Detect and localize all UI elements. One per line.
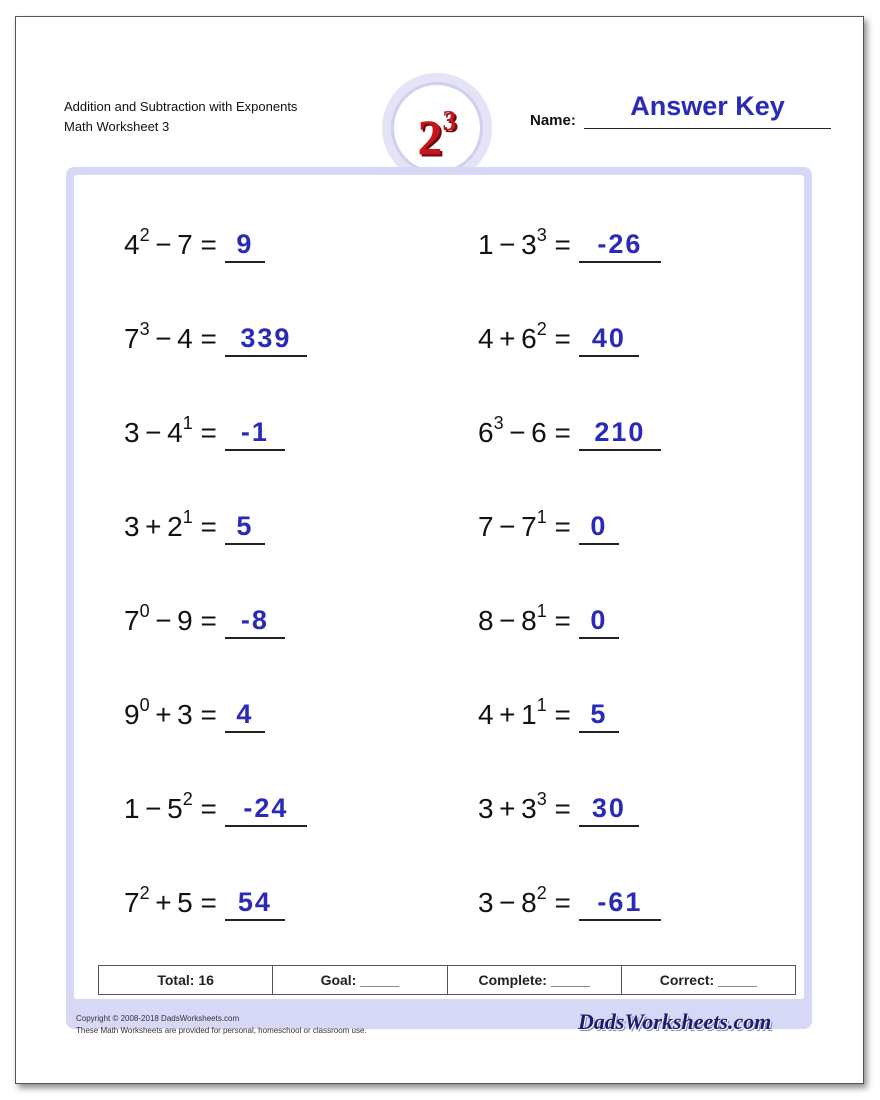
problems-panel — [66, 167, 812, 1035]
problem-expression: $6^3 - 6$ = — [478, 413, 571, 448]
problem-expression: $3 - 4^1$ = — [124, 413, 217, 448]
title-line-1: Addition and Subtraction with Exponents — [64, 99, 298, 114]
score-goal: Goal: _____ — [273, 966, 447, 994]
logo-exponent: 3 — [442, 106, 457, 137]
answer-blank: 40 — [579, 321, 639, 357]
problem-expression: $3 + 3^3$ = — [478, 789, 571, 824]
answer-blank: -8 — [225, 603, 285, 639]
problem-expression: $4 + 6^2$ = — [478, 319, 571, 354]
copyright-line-2: These Math Worksheets are provided for personal, homeschool or classroom use. — [76, 1026, 367, 1035]
score-correct: Correct: _____ — [659, 972, 758, 988]
answer-blank: 0 — [579, 603, 619, 639]
problem-expression: $7^0 - 9$ = — [124, 601, 217, 636]
worksheet-title — [64, 97, 297, 137]
logo-base: 2 — [417, 108, 443, 165]
answer-blank: -1 — [225, 415, 285, 451]
title-line-2: Math Worksheet 3 — [64, 119, 170, 134]
worksheet-page — [15, 16, 864, 1084]
problem-expression: $3 + 2^1$ = — [124, 507, 217, 542]
problem-expression: $7^2 + 5$ = — [124, 883, 217, 918]
problem-expression: $9^0 + 3$ = — [124, 695, 217, 730]
problem-expression: $8 - 8^1$ = — [478, 601, 571, 636]
answer-blank: -26 — [579, 227, 661, 263]
score-complete: Complete: _____ — [448, 966, 622, 994]
problem-expression: $4^2 - 7$ = — [124, 225, 217, 260]
logo-glyph — [394, 103, 480, 165]
answer-blank: -24 — [225, 791, 307, 827]
answer-blank: 0 — [579, 509, 619, 545]
problem-expression: $4 + 1^1$ = — [478, 695, 571, 730]
logo-circle — [391, 82, 483, 174]
name-line — [584, 128, 831, 129]
answer-blank: 4 — [225, 697, 265, 733]
copyright-notice — [76, 1013, 367, 1037]
score-table — [98, 965, 796, 995]
problem-expression: $3 - 8^2$ = — [478, 883, 571, 918]
answer-blank: 5 — [579, 697, 619, 733]
brand-logo: DadsWorksheets.com — [578, 1009, 772, 1034]
problems-area — [74, 175, 804, 999]
answer-key-text: Answer Key — [630, 91, 785, 121]
answer-blank: -61 — [579, 885, 661, 921]
answer-blank: 54 — [225, 885, 285, 921]
answer-blank: 339 — [225, 321, 307, 357]
name-label: Name: — [530, 112, 576, 129]
score-total: Total: 16 — [99, 966, 273, 994]
problem-expression: $7^3 - 4$ = — [124, 319, 217, 354]
problem-expression: $1 - 5^2$ = — [124, 789, 217, 824]
copyright-line-1: Copyright © 2008-2018 DadsWorksheets.com — [76, 1014, 240, 1023]
answer-blank: 30 — [579, 791, 639, 827]
problem-expression: $7 - 7^1$ = — [478, 507, 571, 542]
answer-blank: 9 — [225, 227, 265, 263]
answer-blank: 210 — [579, 415, 661, 451]
answer-blank: 5 — [225, 509, 265, 545]
problem-expression: $1 - 3^3$ = — [478, 225, 571, 260]
